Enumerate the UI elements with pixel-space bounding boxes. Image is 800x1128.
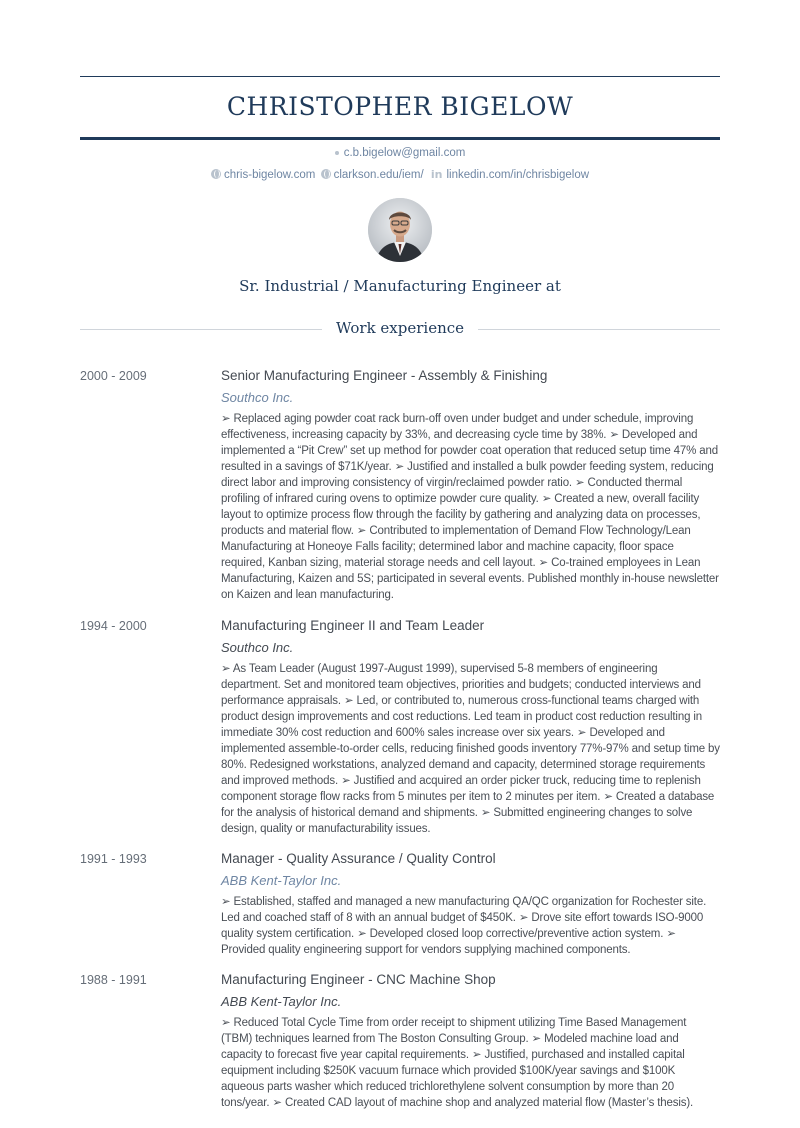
job-role: Manufacturing Engineer II and Team Leader bbox=[221, 618, 485, 633]
job-company: ABB Kent-Taylor Inc. bbox=[221, 994, 342, 1009]
website-link-2[interactable] bbox=[321, 167, 424, 183]
job-dates: 1988 - 1991 bbox=[80, 973, 147, 987]
job-company-link[interactable]: ABB Kent-Taylor Inc. bbox=[221, 873, 342, 888]
job-dates: 2000 - 2009 bbox=[80, 369, 147, 383]
linkedin-text: linkedin.com/in/chrisbigelow bbox=[446, 169, 590, 181]
job-role: Manager - Quality Assurance / Quality Control bbox=[221, 851, 496, 866]
job-description: ➢ Replaced aging powder coat rack burn-off oven under budget and under schedule, improving effectiveness, increasing capacity by 33%, and decreasing cycle time by 38%. ➢ Developed and implemented a “Pit Crew” set up method for powder coat operation that reduced setup time 47% and resulted in a savings of $71K/year. ➢ Justified and installed a bulk powder feeding system, reducing direct labor and improving consistency of virgin/reclaimed powder ratio. ➢ Conducted thermal profiling of infrared curing ovens to optimize powder cure quality. ➢ Created a new, overall facility layout to optimize process flow through the facility by gathering and analyzing data on processes, products and material flow. ➢ Contributed to implementation of Demand Flow Technology/Lean Manufacturing at Honeoye Falls facility; determined labor and machine capacity, floor space required, Kanban sizing, material storage needs and cell layout. ➢ Co-trained employees in Lean Manufacturing, Kaizen and 5S; participated in several events. Published monthly in-house newsletter on Kaizen and lean manufacturing. bbox=[221, 413, 719, 601]
candidate-name: CHRISTOPHER BIGELOW bbox=[226, 92, 574, 121]
email-text: c.b.bigelow@gmail.com bbox=[343, 147, 466, 159]
globe-icon bbox=[321, 169, 331, 179]
website-link-1[interactable] bbox=[211, 167, 315, 183]
linkedin-icon: in bbox=[430, 168, 443, 181]
job-dates: 1991 - 1993 bbox=[80, 852, 147, 866]
job-body bbox=[221, 971, 720, 1111]
headline: Sr. Industrial / Manufacturing Engineer at bbox=[239, 277, 561, 295]
job-body bbox=[221, 617, 720, 837]
top-divider bbox=[80, 76, 720, 77]
section-title: Work experience bbox=[335, 319, 465, 337]
job-description: ➢ As Team Leader (August 1997-August 1999), supervised 5-8 members of engineering department. Set and monitored team objectives, priorities and budgets; conducted interviews and performance appraisals. ➢ Led, or contributed to, numerous cross-functional teams charged with product design improvements and cost reductions. Led team in product cost reduction resulting in immediate 30% cost reduction and 600% sales increase over six years. ➢ Developed and implemented assemble-to-order cells, reducing finished goods inventory 77%-97% and setup time by 80%. Redesigned workstations, analyzed demand and capacity, determined storage requirements and improved methods. ➢ Justified and acquired an order picker truck, reducing time to replenish component storage flow racks from 5 minutes per item to 2 minutes per item. ➢ Created a database for the analysis of historical demand and shipments. ➢ Submitted engineering changes to solve design, quality or manufacturability issues. bbox=[221, 663, 720, 835]
globe-icon bbox=[211, 169, 221, 179]
name-divider bbox=[80, 137, 720, 140]
linkedin-link[interactable] bbox=[429, 167, 589, 183]
job-body bbox=[221, 367, 720, 603]
avatar bbox=[368, 198, 432, 262]
website-text-1: chris-bigelow.com bbox=[223, 169, 316, 181]
job-role: Manufacturing Engineer - CNC Machine Shop bbox=[221, 972, 496, 987]
section-divider-right bbox=[478, 329, 720, 330]
job-company: Southco Inc. bbox=[221, 640, 294, 655]
work-experience-header bbox=[80, 317, 720, 339]
job-description: ➢ Reduced Total Cycle Time from order receipt to shipment utilizing Time Based Management (TBM) techniques learned from The Boston Consulting Group. ➢ Modeled machine load and capacity to forecast five year capital requirements. ➢ Justified, purchased and installed capital equipment including $250K vacuum furnace which provided $100K/year savings and $100K aqueous parts washer which reduced trichlorethylene solvent consumption by more than 20 tons/year. ➢ Created CAD layout of machine shop and analyzed material flow (Master’s thesis). bbox=[221, 1017, 694, 1109]
email-link[interactable] bbox=[335, 145, 466, 161]
avatar-photo bbox=[368, 198, 432, 262]
job-description: ➢ Established, staffed and managed a new manufacturing QA/QC organization for Rochester site. Led and coached staff of 8 with an annual budget of $450K. ➢ Drove site effort towards ISO-9000 quality system certification. ➢ Developed closed loop corrective/preventive action system. ➢ Provided quality engineering support for vendors supplying machined components. bbox=[221, 896, 707, 956]
job-company-link[interactable]: Southco Inc. bbox=[221, 390, 294, 405]
job-dates: 1994 - 2000 bbox=[80, 619, 147, 633]
contact-email-row bbox=[80, 145, 720, 161]
contact-links-row bbox=[80, 167, 720, 183]
bullet-icon bbox=[335, 151, 339, 155]
job-role: Senior Manufacturing Engineer - Assembly & Finishing bbox=[221, 368, 548, 383]
job-body bbox=[221, 850, 720, 958]
website-text-2: clarkson.edu/iem/ bbox=[333, 169, 424, 181]
